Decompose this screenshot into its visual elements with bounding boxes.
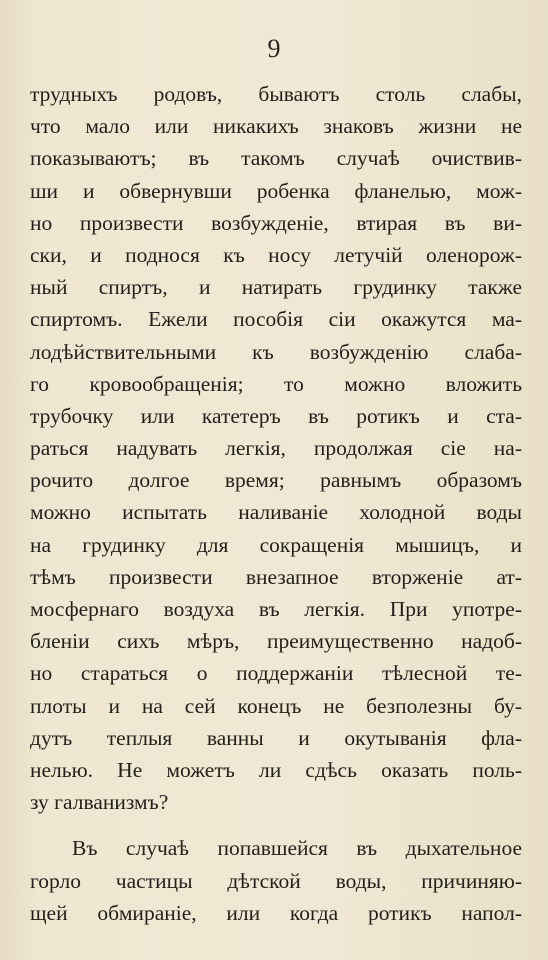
text-line: трудныхъ родовъ, бываютъ столь слабы, bbox=[30, 82, 522, 106]
text-line: тѣмъ произвести внезапное вторженіе ат- bbox=[30, 564, 522, 589]
text-line: щей обмираніе, или когда ротикъ напол- bbox=[30, 900, 522, 925]
text-line: плоты и на сей конецъ не безполезны бу- bbox=[30, 693, 522, 718]
text-line: зу галванизмъ? bbox=[30, 790, 169, 815]
text-line: что мало или никакихъ знаковъ жизни не bbox=[30, 114, 522, 139]
text-line: но стараться о поддержаніи тѣлесной те- bbox=[30, 661, 522, 686]
text-line: Въ случаѣ попавшейся въ дыхательное bbox=[72, 836, 522, 861]
body-text bbox=[30, 78, 522, 929]
paragraph-1 bbox=[30, 78, 522, 818]
text-line: ши и обвернувши робенка фланелью, мож- bbox=[30, 178, 522, 203]
page-number: 9 bbox=[267, 34, 281, 63]
text-line: раться надувать легкія, продолжая сіе на- bbox=[30, 436, 522, 461]
paragraph-gap bbox=[30, 818, 522, 832]
text-line: но произвести возбужденіе, втирая въ ви- bbox=[30, 210, 522, 235]
text-line: горло частицы дѣтской воды, причиняю- bbox=[30, 868, 522, 893]
text-line: нелью. Не можетъ ли сдѣсь оказать поль- bbox=[30, 757, 522, 782]
text-line: показываютъ; въ такомъ случаѣ очиствив- bbox=[30, 146, 522, 171]
text-line: ски, и поднося къ носу летучій оленорож- bbox=[30, 242, 522, 267]
text-line: бленіи сихъ мѣръ, преимущественно надоб- bbox=[30, 629, 522, 654]
text-line: на грудинку для сокращенія мышицъ, и bbox=[30, 532, 522, 557]
text-line: можно испытать наливаніе холодной воды bbox=[30, 500, 522, 525]
text-line: рочито долгое время; равнымъ образомъ bbox=[30, 468, 522, 493]
text-line: дутъ теплыя ванны и окутыванія фла- bbox=[30, 725, 522, 750]
text-line: мосфернаго воздуха въ легкія. При употре- bbox=[30, 597, 522, 621]
text-line: лодѣйствительными къ возбужденію слаба- bbox=[30, 339, 522, 364]
text-line: ный спиртъ, и натирать грудинку также bbox=[30, 275, 522, 300]
paragraph-2 bbox=[30, 832, 522, 929]
text-line: спиртомъ. Ежели пособія сіи окажутся ма- bbox=[30, 307, 522, 332]
text-line: трубочку или катетеръ въ ротикъ и ста- bbox=[30, 403, 522, 428]
text-line: го кровообращенія; то можно вложить bbox=[30, 371, 522, 396]
